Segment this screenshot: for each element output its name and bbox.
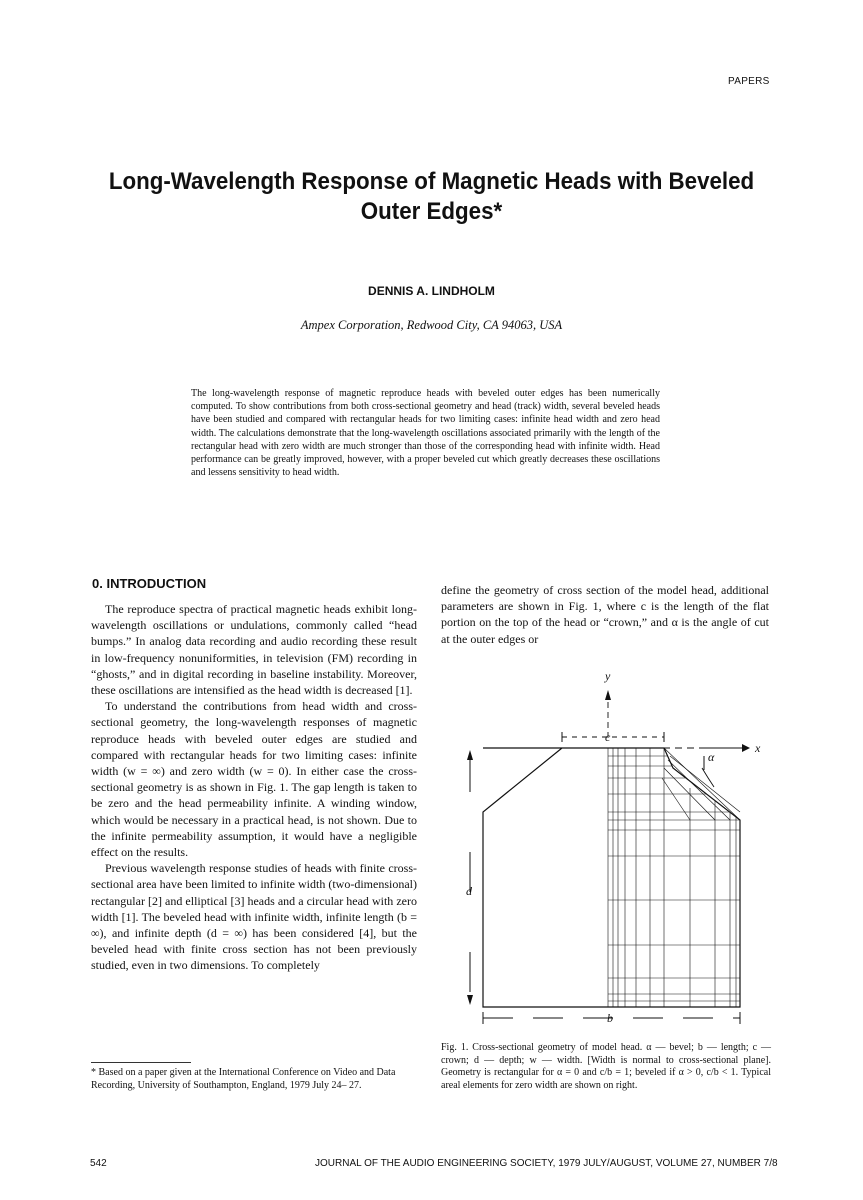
footnote-rule — [91, 1062, 191, 1063]
author-name: DENNIS A. LINDHOLM — [368, 284, 495, 298]
page-number: 542 — [90, 1158, 107, 1169]
head-outline — [483, 748, 740, 1007]
section-tag: PAPERS — [728, 76, 770, 87]
abstract: The long-wavelength response of magnetic reproduce heads with beveled outer edges has been numerically computed. To show contributions from both cross-sectional geometry and head (track) width, several beveled heads have been studied and compared with rectangular heads for two limiting cases: infinite head width and zero head width. The calculations demonstrate that the long-wavelength oscillations associated primarily with the length of the rectangular head with zero width are much stronger than those of the corresponding head with infinite width. Head performance can be greatly improved, however, with a proper beveled cut which greatly decreases these oscillations and lessens sensitivity to head width. — [191, 388, 660, 479]
paragraph: To understand the contributions from head width and cross-sectional geometry, the long-wavelength responses of magnetic reproduce heads with beveled outer edges are studied and compared with rectangular heads for two limiting cases: infinite width (w = ∞) and zero width (w = 0). In either case the cross-sectional geometry is as shown in Fig. 1. The gap length is taken to be zero and the head permeability infinite. A winding window, which would be necessary in a practical head, is not shown. Due to the infinite permeability assumption, it would have a negligible effect on the results. — [91, 699, 417, 860]
author-affiliation: Ampex Corporation, Redwood City, CA 94063, USA — [300, 318, 563, 332]
figure-1 — [440, 660, 780, 1030]
paragraph: Previous wavelength response studies of heads with finite cross-sectional area have been limited to infinite width (two-dimensional) rectangular [2] and elliptical [3] heads and a circular head with zero width [1]. The beveled head with infinite width, infinite length (b = ∞), and infinite depth (d = ∞) has been considered [4], but the beveled head with finite cross section has not been previously studied, even in two dimensions. To completely — [91, 861, 417, 973]
paragraph: define the geometry of cross section of the model head, additional parameters are shown in Fig. 1, where c is the length of the flat portion on the top of the head or “crown,” and α is the angle of cut at the outer edges or — [441, 583, 769, 646]
bevel-angle-arc — [702, 768, 714, 787]
bevel-label: α — [708, 750, 715, 764]
areal-element-mesh — [608, 748, 740, 1007]
section-heading: 0. INTRODUCTION — [92, 576, 207, 591]
crown-label: c — [605, 730, 611, 744]
footnote: * Based on a paper given at the International Conference on Video and Data Recording, University of Southampton, England, 1979 July 24– 27. — [91, 1067, 396, 1091]
y-axis-arrowhead — [605, 690, 611, 700]
x-axis-arrowhead — [742, 744, 750, 752]
y-axis-label: y — [605, 669, 611, 683]
figure-caption: Fig. 1. Cross-sectional geometry of model head. α — bevel; b — length; c — crown; d — depth; w — width. [Width is normal to cross-sectional plane]. Geometry is rectangular for α = 0 and c/b = 1; beveled if α > 0, c/b < 1. Typical areal elements for zero width are shown on right. — [441, 1042, 771, 1091]
running-footer: JOURNAL OF THE AUDIO ENGINEERING SOCIETY, 1979 JULY/AUGUST, VOLUME 27, NUMBER 7/8 — [315, 1158, 778, 1169]
depth-label: d — [466, 884, 472, 898]
left-column — [91, 601, 417, 974]
right-column — [441, 582, 769, 647]
length-label: b — [607, 1011, 613, 1025]
paragraph: The reproduce spectra of practical magnetic heads exhibit long-wavelength oscillations or undulations, commonly called “head bumps.” In analog data recording and audio recording these result in low-frequency nonuniformities, in television (FM) recording in “ghosts,” and in digital recording in baseline instability. Moreover, these oscillations are intensified as the head width is decreased [1]. — [91, 602, 417, 698]
paper-title: Long-Wavelength Response of Magnetic Heads with Beveled Outer Edges* — [108, 168, 755, 225]
x-axis-label: x — [755, 741, 761, 755]
